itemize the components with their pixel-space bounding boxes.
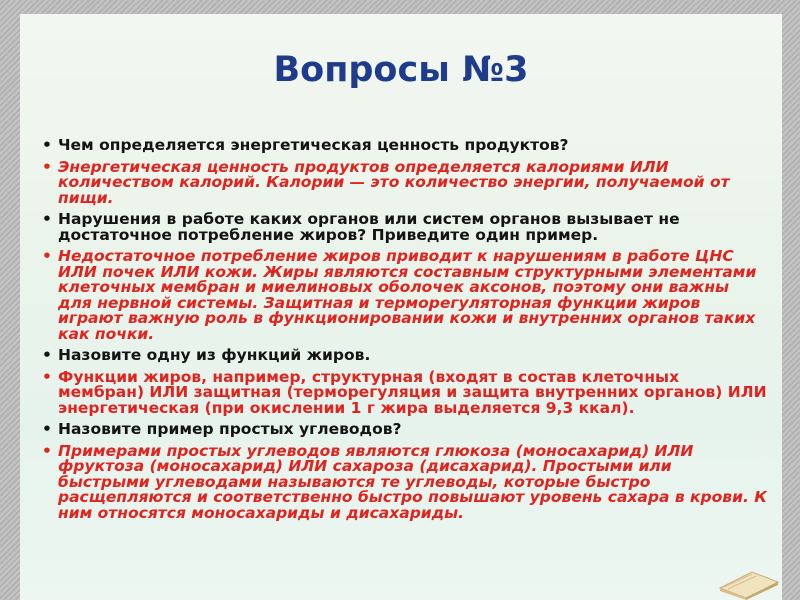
question-2-text: Нарушения в работе каких органов или систем органов вызывает не достаточное потребление жиров? Приведите один пример. [58,210,680,244]
question-3 [30,348,768,364]
bullet-icon: • [42,441,52,460]
answer-2-text: Недостаточное потребление жиров приводит к нарушениям в работе ЦНС ИЛИ почек ИЛИ кожи. Жиры являются составным структурными элементами клеточных мембран и миелиновых оболочек аксонов, поэтому они важны для нервной системы. Защитная и терморегуляторная функции жиров играют важную роль в функционировании кожи и внутренних органов таких как почки. [58,247,757,343]
bullet-icon: • [42,247,52,265]
bullet-icon: • [42,420,52,438]
slide [20,14,782,600]
slide-title: Вопросы №3 [273,50,529,90]
question-1 [30,138,768,154]
answer-4-text: Примерами простых углеводов являются глюкоза (моносахарид) ИЛИ фруктоза (моносахарид) ИЛИ сахароза (дисахарид). Простыми или быстрыми углеводами называются те углеводы, которые быстро расщепляются и соответственно быстро повышают уровень сахара в крови. К ним относятся моносахариды и дисахариды. [58,441,767,522]
answer-1 [30,157,768,207]
bullet-icon: • [42,136,52,154]
question-4 [30,422,768,438]
answer-4 [30,441,768,522]
book-icon [716,554,782,600]
answer-1-text: Энергетическая ценность продуктов определяется калориями ИЛИ количеством калорий. Калории — это количество энергии, получаемой от пищи. [58,157,730,207]
question-2 [30,212,768,243]
question-4-text: Назовите пример простых углеводов? [58,420,402,438]
bullet-icon: • [42,367,52,386]
bullet-icon: • [42,157,52,176]
question-3-text: Назовите одну из функций жиров. [58,346,371,364]
bullet-icon: • [42,210,52,228]
answer-3 [30,367,768,417]
bullet-icon: • [42,346,52,364]
slide-content [30,138,768,527]
answer-2 [30,249,768,342]
answer-3-text: Функции жиров, например, структурная (входят в состав клеточных мембран) ИЛИ защитная (терморегуляция и защита внутренних органов) ИЛИ энергетическая (при окислении 1 г жира выделяется 9,3 ккал). [58,367,767,417]
question-1-text: Чем определяется энергетическая ценность продуктов? [58,136,569,154]
